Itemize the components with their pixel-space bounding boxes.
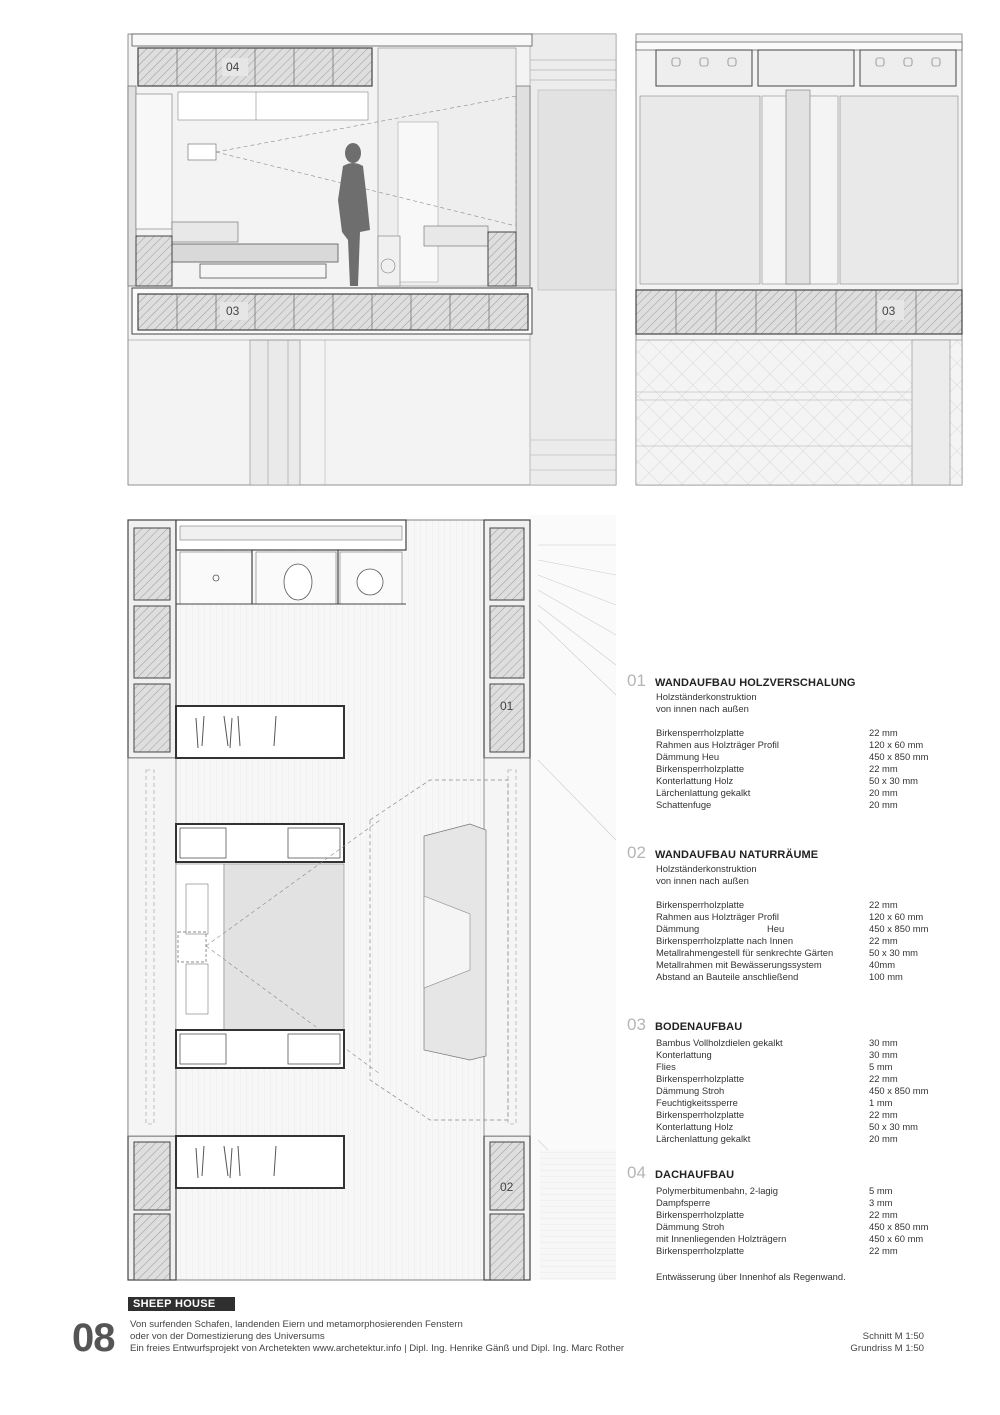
spec-number: 02: [627, 843, 646, 862]
section-right: [636, 34, 962, 485]
spec-number: 03: [627, 1015, 646, 1034]
scale-section: Schnitt M 1:50: [862, 1331, 924, 1342]
page-number: 08: [72, 1316, 115, 1360]
spec-table: Birkensperrholzplatte 22 mm Rahmen aus Holzträger Profil 120 x 60 mm Dämmung Heu 450 x 850 mm Birkensperrholzplatte nach Innen 22 mm Metallrahmengestell für senkrechte Gärten 50 x 30 mm Metallrahmen mit Bewässerungssystem 40mm Abstand an Bauteile anschließend 100 mm: [656, 899, 929, 982]
spec-number: 04: [627, 1163, 646, 1182]
spec-block-02: [627, 843, 928, 983]
spec-table: Birkensperrholzplatte 22 mm Rahmen aus Holzträger Profil 120 x 60 mm Dämmung Heu 450 x 850 mm Birkensperrholzplatte 22 mm Konterlattung Holz 50 x 30 mm Lärchenlattung gekalkt 20 mm Schattenfuge 20 mm: [656, 727, 929, 810]
section-right-label-03: 03: [882, 304, 896, 318]
project-description: Von surfenden Schafen, landenden Eiern und metamorphosierenden Fenstern oder von der Domestizierung des Universums Ein freies Entwurfsprojekt von Archetekten www.archetektur.info | Dipl. Ing. Henrike Gänß und Dipl. Ing. Marc Rother: [130, 1319, 625, 1354]
spec-block-01: [627, 671, 928, 811]
section-label-04: 04: [226, 60, 240, 74]
spec-block-03: [627, 1015, 928, 1145]
spec-number: 01: [627, 671, 646, 690]
spec-title: WANDAUFBAU NATURRÄUME: [655, 849, 819, 861]
spec-title: DACHAUFBAU: [655, 1169, 735, 1181]
spec-table: Polymerbitumenbahn, 2-lagig 5 mm Dampfsperre 3 mm Birkensperrholzplatte 22 mm Dämmung Stroh 450 x 850 mm mit Innenliegenden Holzträgern 450 x 60 mm Birkensperrholzplatte 22 mm: [656, 1185, 929, 1256]
project-title: SHEEP HOUSE: [128, 1297, 235, 1311]
scale-info: [850, 1331, 924, 1355]
section-label-03: 03: [226, 304, 240, 318]
spec-table: Bambus Vollholzdielen gekalkt 30 mm Konterlattung 30 mm Flies 5 mm Birkensperrholzplatte 22 mm Dämmung Stroh 450 x 850 mm Feuchtigkeitssperre 1 mm Birkensperrholzplatte 22 mm Konterlattung Holz 50 x 30 mm Lärchenlattung gekalkt 20 mm: [656, 1037, 929, 1144]
plan-label-01: 01: [500, 699, 514, 713]
spec-subtitle: Holzständerkonstruktion von innen nach außen: [656, 863, 757, 886]
floor-plan: [128, 515, 616, 1280]
section-left: [128, 34, 616, 485]
spec-block-04: [627, 1163, 928, 1257]
spec-subtitle: Holzständerkonstruktion von innen nach außen: [656, 691, 757, 714]
scale-plan: Grundriss M 1:50: [850, 1343, 924, 1354]
plan-label-02: 02: [500, 1180, 514, 1194]
spec-title: BODENAUFBAU: [655, 1021, 743, 1033]
drainage-note: Entwässerung über Innenhof als Regenwand.: [656, 1271, 846, 1282]
spec-title: WANDAUFBAU HOLZVERSCHALUNG: [655, 677, 856, 689]
